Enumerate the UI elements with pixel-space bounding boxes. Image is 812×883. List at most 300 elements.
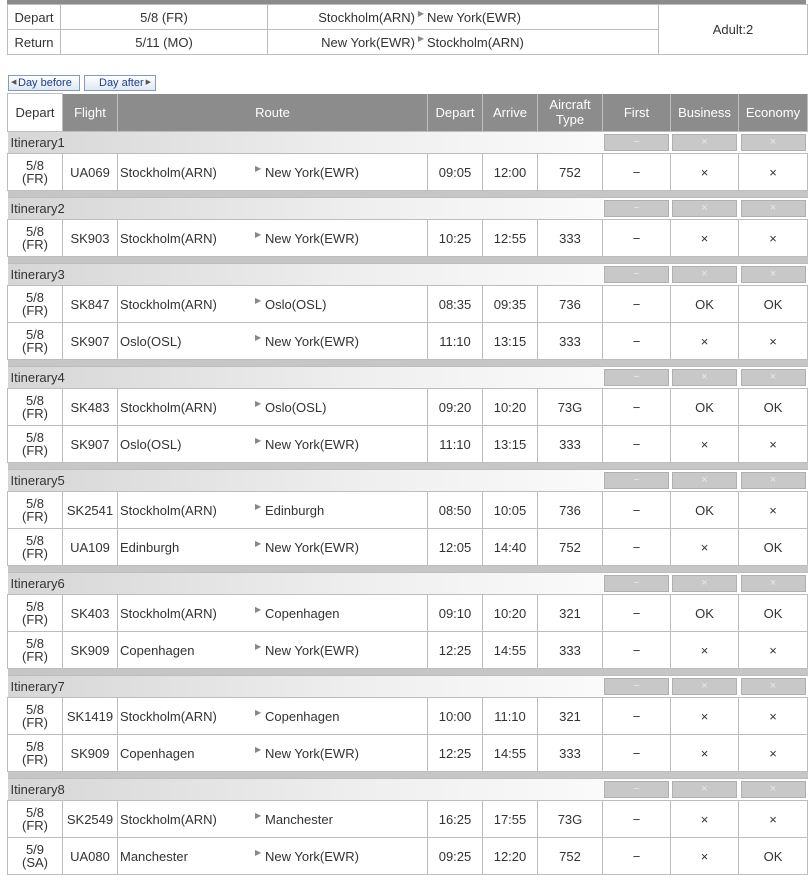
arrive-time: 12:00 <box>483 154 538 191</box>
flight-segment-row <box>8 801 808 838</box>
itinerary-divider <box>8 257 808 264</box>
aircraft-type: 736 <box>538 492 603 529</box>
segment-route <box>118 735 428 772</box>
itinerary-label: Itinerary8 <box>8 779 603 801</box>
col-aircraft-type: Aircraft Type <box>538 94 603 132</box>
arrive-time: 13:15 <box>483 323 538 360</box>
depart-time: 12:25 <box>428 632 483 669</box>
segment-date-weekday: (FR) <box>22 752 48 767</box>
segment-date-weekday: (FR) <box>22 340 48 355</box>
flight-segment-row <box>8 529 808 566</box>
triangle-right-icon: ▶ <box>255 641 262 651</box>
segment-route <box>118 220 428 257</box>
flight-segment-row <box>8 389 808 426</box>
select-business-button[interactable]: × <box>672 472 737 489</box>
col-economy: Economy <box>739 94 808 132</box>
aircraft-type: 321 <box>538 698 603 735</box>
aircraft-type: 333 <box>538 632 603 669</box>
class-select-cell <box>603 779 671 801</box>
select-first-button[interactable]: − <box>604 678 669 695</box>
route-to: New York(EWR) <box>265 436 359 452</box>
triangle-right-icon: ▶ <box>255 435 262 445</box>
route-from: Edinburgh <box>120 539 180 555</box>
itinerary-header <box>8 198 808 220</box>
segment-date-day: 5/8 <box>25 224 45 239</box>
depart-time: 08:35 <box>428 286 483 323</box>
select-business-button[interactable]: × <box>672 575 737 592</box>
economy-availability: × <box>739 801 808 838</box>
segment-date-weekday: (FR) <box>22 546 48 561</box>
class-select-cell <box>739 264 808 286</box>
economy-availability: OK <box>739 595 808 632</box>
class-select-cell <box>739 367 808 389</box>
select-first-button[interactable]: − <box>604 575 669 592</box>
segment-date <box>8 698 63 735</box>
segment-date-weekday: (FR) <box>22 649 48 664</box>
segment-date-weekday: (FR) <box>22 406 48 421</box>
economy-availability: × <box>739 220 808 257</box>
economy-availability: OK <box>739 389 808 426</box>
first-availability: − <box>603 286 671 323</box>
flight-segment-row <box>8 154 808 191</box>
depart-time: 09:05 <box>428 154 483 191</box>
triangle-right-icon: ▶ <box>255 538 262 548</box>
route-to: Copenhagen <box>265 605 340 621</box>
economy-availability: OK <box>739 838 808 875</box>
select-business-button[interactable]: × <box>672 200 737 217</box>
itinerary-label: Itinerary4 <box>8 367 603 389</box>
itinerary-header <box>8 132 808 154</box>
select-first-button[interactable]: − <box>604 472 669 489</box>
flight-number: SK903 <box>63 220 118 257</box>
itinerary-label: Itinerary2 <box>8 198 603 220</box>
select-economy-button[interactable]: × <box>741 472 806 489</box>
segment-route <box>118 154 428 191</box>
flight-number: SK907 <box>63 323 118 360</box>
segment-date-day: 5/8 <box>25 496 45 511</box>
aircraft-type: 752 <box>538 529 603 566</box>
summary-return-date: 5/11 (MO) <box>61 30 268 55</box>
first-availability: − <box>603 154 671 191</box>
segment-date <box>8 529 63 566</box>
flight-number: UA109 <box>63 529 118 566</box>
select-business-button[interactable]: × <box>672 266 737 283</box>
route-to: New York(EWR) <box>265 333 359 349</box>
class-select-cell <box>739 470 808 492</box>
economy-availability: × <box>739 632 808 669</box>
economy-availability: OK <box>739 286 808 323</box>
route-to: New York(EWR) <box>265 745 359 761</box>
segment-date-day: 5/8 <box>25 599 45 614</box>
select-first-button[interactable]: − <box>604 134 669 151</box>
flight-segment-row <box>8 595 808 632</box>
arrive-time: 14:55 <box>483 632 538 669</box>
aircraft-type: 752 <box>538 154 603 191</box>
flight-number: SK483 <box>63 389 118 426</box>
depart-time: 12:05 <box>428 529 483 566</box>
depart-time: 09:20 <box>428 389 483 426</box>
itinerary-header <box>8 264 808 286</box>
flight-number: UA080 <box>63 838 118 875</box>
segment-date <box>8 389 63 426</box>
aircraft-type: 752 <box>538 838 603 875</box>
first-availability: − <box>603 698 671 735</box>
itinerary-divider <box>8 360 808 367</box>
route-from: Stockholm(ARN) <box>120 708 217 724</box>
summary-depart-to: New York(EWR) <box>427 9 521 25</box>
economy-availability: × <box>739 426 808 463</box>
select-economy-button[interactable]: × <box>741 369 806 386</box>
segment-date-day: 5/8 <box>25 636 45 651</box>
aircraft-type: 333 <box>538 220 603 257</box>
aircraft-type: 736 <box>538 286 603 323</box>
triangle-right-icon: ▶ <box>255 604 262 614</box>
itinerary-label: Itinerary1 <box>8 132 603 154</box>
route-to: New York(EWR) <box>265 164 359 180</box>
segment-date-weekday: (FR) <box>22 303 48 318</box>
class-select-cell <box>739 573 808 595</box>
segment-route <box>118 492 428 529</box>
class-select-cell <box>603 132 671 154</box>
segment-date-weekday: (FR) <box>22 171 48 186</box>
business-availability: OK <box>671 492 739 529</box>
business-availability: × <box>671 801 739 838</box>
select-first-button[interactable]: − <box>604 200 669 217</box>
flight-number: SK403 <box>63 595 118 632</box>
itinerary-header <box>8 470 808 492</box>
select-first-button[interactable]: − <box>604 369 669 386</box>
select-economy-button[interactable]: × <box>741 575 806 592</box>
segment-date-day: 5/8 <box>25 805 45 820</box>
flight-number: SK909 <box>63 735 118 772</box>
route-from: Oslo(OSL) <box>120 333 182 349</box>
segment-date-day: 5/8 <box>25 533 45 548</box>
route-to: New York(EWR) <box>265 539 359 555</box>
flight-segment-row <box>8 735 808 772</box>
first-availability: − <box>603 632 671 669</box>
segment-date-day: 5/8 <box>25 393 45 408</box>
flight-segment-row <box>8 323 808 360</box>
class-select-cell <box>671 132 739 154</box>
first-availability: − <box>603 323 671 360</box>
triangle-right-icon: ▶ <box>417 33 425 43</box>
divider-cell <box>8 257 808 264</box>
triangle-right-icon: ▶ <box>255 332 262 342</box>
segment-date <box>8 632 63 669</box>
segment-date-weekday: (FR) <box>22 443 48 458</box>
route-to: Manchester <box>265 811 333 827</box>
flight-segment-row <box>8 220 808 257</box>
route-to: New York(EWR) <box>265 642 359 658</box>
route-from: Oslo(OSL) <box>120 436 182 452</box>
depart-time: 11:10 <box>428 323 483 360</box>
itinerary-label: Itinerary3 <box>8 264 603 286</box>
first-availability: − <box>603 801 671 838</box>
class-select-cell <box>603 573 671 595</box>
summary-depart-from: Stockholm(ARN) <box>318 9 415 25</box>
depart-time: 09:25 <box>428 838 483 875</box>
divider-cell <box>8 669 808 676</box>
segment-date-weekday: (FR) <box>22 237 48 252</box>
itinerary-divider <box>8 191 808 198</box>
segment-date <box>8 426 63 463</box>
itinerary-header <box>8 367 808 389</box>
segment-date-day: 5/8 <box>25 739 45 754</box>
arrive-time: 12:20 <box>483 838 538 875</box>
first-availability: − <box>603 595 671 632</box>
aircraft-type: 73G <box>538 389 603 426</box>
select-economy-button[interactable]: × <box>741 266 806 283</box>
segment-route <box>118 286 428 323</box>
triangle-right-icon: ▶ <box>417 8 425 18</box>
flight-segment-row <box>8 426 808 463</box>
trip-summary <box>7 4 808 55</box>
summary-depart-route <box>268 5 659 30</box>
route-from: Copenhagen <box>120 745 195 761</box>
segment-route <box>118 595 428 632</box>
divider-cell <box>8 463 808 470</box>
route-from: Stockholm(ARN) <box>120 296 217 312</box>
segment-date-day: 5/8 <box>25 430 45 445</box>
itinerary-divider <box>8 669 808 676</box>
summary-return-to: Stockholm(ARN) <box>427 34 524 50</box>
summary-depart-date: 5/8 (FR) <box>61 5 268 30</box>
route-to: New York(EWR) <box>265 230 359 246</box>
arrive-time: 09:35 <box>483 286 538 323</box>
arrive-time: 14:40 <box>483 529 538 566</box>
business-availability: × <box>671 154 739 191</box>
arrive-time: 14:55 <box>483 735 538 772</box>
economy-availability: OK <box>739 529 808 566</box>
col-depart-date[interactable]: Depart <box>8 94 63 132</box>
class-select-cell <box>671 367 739 389</box>
itinerary-divider <box>8 566 808 573</box>
summary-return-label: Return <box>8 30 61 55</box>
route-from: Stockholm(ARN) <box>120 399 217 415</box>
day-after-button[interactable] <box>84 75 156 91</box>
business-availability: × <box>671 838 739 875</box>
itinerary-label: Itinerary5 <box>8 470 603 492</box>
business-availability: × <box>671 220 739 257</box>
segment-date-weekday: (FR) <box>22 612 48 627</box>
class-select-cell <box>671 264 739 286</box>
depart-time: 11:10 <box>428 426 483 463</box>
depart-time: 12:25 <box>428 735 483 772</box>
segment-date <box>8 838 63 875</box>
select-economy-button[interactable]: × <box>741 134 806 151</box>
aircraft-type: 73G <box>538 801 603 838</box>
business-availability: OK <box>671 595 739 632</box>
business-availability: × <box>671 632 739 669</box>
arrive-time: 12:55 <box>483 220 538 257</box>
class-select-cell <box>739 132 808 154</box>
flight-results-table <box>7 93 808 875</box>
select-business-button[interactable]: × <box>672 781 737 798</box>
select-economy-button[interactable]: × <box>741 678 806 695</box>
arrive-time: 10:20 <box>483 595 538 632</box>
arrive-time: 13:15 <box>483 426 538 463</box>
segment-date-weekday: (SA) <box>22 855 48 870</box>
route-from: Stockholm(ARN) <box>120 164 217 180</box>
segment-date-day: 5/8 <box>25 290 45 305</box>
depart-time: 10:00 <box>428 698 483 735</box>
first-availability: − <box>603 220 671 257</box>
aircraft-type: 321 <box>538 595 603 632</box>
segment-route <box>118 426 428 463</box>
depart-time: 09:10 <box>428 595 483 632</box>
business-availability: × <box>671 529 739 566</box>
segment-date-day: 5/8 <box>25 702 45 717</box>
route-from: Stockholm(ARN) <box>120 230 217 246</box>
segment-route <box>118 632 428 669</box>
route-to: New York(EWR) <box>265 848 359 864</box>
day-before-button[interactable] <box>8 75 80 91</box>
economy-availability: × <box>739 492 808 529</box>
segment-date <box>8 735 63 772</box>
select-first-button[interactable]: − <box>604 781 669 798</box>
triangle-right-icon: ▶ <box>255 744 262 754</box>
itinerary-divider <box>8 772 808 779</box>
flight-segment-row <box>8 492 808 529</box>
arrive-time: 17:55 <box>483 801 538 838</box>
triangle-left-icon: ◀ <box>11 79 17 86</box>
class-select-cell <box>739 198 808 220</box>
arrive-time: 10:05 <box>483 492 538 529</box>
flight-number: UA069 <box>63 154 118 191</box>
first-availability: − <box>603 838 671 875</box>
business-availability: × <box>671 698 739 735</box>
class-select-cell <box>603 264 671 286</box>
triangle-right-icon: ▶ <box>255 163 262 173</box>
class-select-cell <box>671 573 739 595</box>
class-select-cell <box>739 676 808 698</box>
summary-depart-label: Depart <box>8 5 61 30</box>
segment-route <box>118 529 428 566</box>
select-economy-button[interactable]: × <box>741 200 806 217</box>
select-business-button[interactable]: × <box>672 369 737 386</box>
select-business-button[interactable]: × <box>672 134 737 151</box>
first-availability: − <box>603 492 671 529</box>
triangle-right-icon: ▶ <box>145 79 151 86</box>
flight-number: SK1419 <box>63 698 118 735</box>
class-select-cell <box>603 367 671 389</box>
segment-date-weekday: (FR) <box>22 509 48 524</box>
route-from: Stockholm(ARN) <box>120 502 217 518</box>
aircraft-type: 333 <box>538 323 603 360</box>
segment-route <box>118 698 428 735</box>
itinerary-label: Itinerary7 <box>8 676 603 698</box>
itinerary-header <box>8 779 808 801</box>
segment-route <box>118 389 428 426</box>
class-select-cell <box>671 779 739 801</box>
segment-route <box>118 323 428 360</box>
route-to: Edinburgh <box>265 502 325 518</box>
segment-date-weekday: (FR) <box>22 715 48 730</box>
flight-segment-row <box>8 286 808 323</box>
class-select-cell <box>671 470 739 492</box>
triangle-right-icon: ▶ <box>255 398 262 408</box>
summary-return-route <box>268 30 659 55</box>
route-to: Copenhagen <box>265 708 340 724</box>
summary-depart-row <box>8 5 808 30</box>
segment-date-day: 5/8 <box>25 158 45 173</box>
route-to: Oslo(OSL) <box>265 296 327 312</box>
col-route: Route <box>118 94 428 132</box>
economy-availability: × <box>739 154 808 191</box>
class-select-cell <box>603 470 671 492</box>
class-select-cell <box>671 198 739 220</box>
triangle-right-icon: ▶ <box>255 707 262 717</box>
col-first: First <box>603 94 671 132</box>
aircraft-type: 333 <box>538 735 603 772</box>
flight-number: SK907 <box>63 426 118 463</box>
business-availability: × <box>671 323 739 360</box>
flight-segment-row <box>8 698 808 735</box>
segment-date-weekday: (FR) <box>22 818 48 833</box>
segment-date <box>8 220 63 257</box>
business-availability: × <box>671 735 739 772</box>
class-select-cell <box>671 676 739 698</box>
first-availability: − <box>603 426 671 463</box>
segment-date <box>8 154 63 191</box>
class-select-cell <box>739 779 808 801</box>
segment-route <box>118 801 428 838</box>
divider-cell <box>8 191 808 198</box>
economy-availability: × <box>739 735 808 772</box>
itinerary-header <box>8 676 808 698</box>
itinerary-label: Itinerary6 <box>8 573 603 595</box>
depart-time: 16:25 <box>428 801 483 838</box>
route-to: Oslo(OSL) <box>265 399 327 415</box>
first-availability: − <box>603 735 671 772</box>
segment-date <box>8 323 63 360</box>
segment-date <box>8 595 63 632</box>
business-availability: OK <box>671 286 739 323</box>
triangle-right-icon: ▶ <box>255 810 262 820</box>
select-first-button[interactable]: − <box>604 266 669 283</box>
first-availability: − <box>603 529 671 566</box>
select-business-button[interactable]: × <box>672 678 737 695</box>
itinerary-divider <box>8 463 808 470</box>
select-economy-button[interactable]: × <box>741 781 806 798</box>
depart-time: 08:50 <box>428 492 483 529</box>
table-header-row <box>8 94 808 132</box>
flight-number: SK909 <box>63 632 118 669</box>
itinerary-header <box>8 573 808 595</box>
route-from: Stockholm(ARN) <box>120 605 217 621</box>
depart-time: 10:25 <box>428 220 483 257</box>
segment-route <box>118 838 428 875</box>
segment-date-day: 5/8 <box>25 327 45 342</box>
day-before-label: Day before <box>18 77 72 89</box>
flight-segment-row <box>8 632 808 669</box>
economy-availability: × <box>739 323 808 360</box>
triangle-right-icon: ▶ <box>255 847 262 857</box>
day-after-label: Day after <box>99 77 144 89</box>
arrive-time: 10:20 <box>483 389 538 426</box>
flight-number: SK2541 <box>63 492 118 529</box>
col-business: Business <box>671 94 739 132</box>
passenger-count: Adult:2 <box>659 5 808 55</box>
business-availability: × <box>671 426 739 463</box>
summary-return-from: New York(EWR) <box>321 34 415 50</box>
aircraft-type: 333 <box>538 426 603 463</box>
route-from: Manchester <box>120 848 188 864</box>
divider-cell <box>8 566 808 573</box>
class-select-cell <box>603 198 671 220</box>
col-depart-time: Depart <box>428 94 483 132</box>
economy-availability: × <box>739 698 808 735</box>
